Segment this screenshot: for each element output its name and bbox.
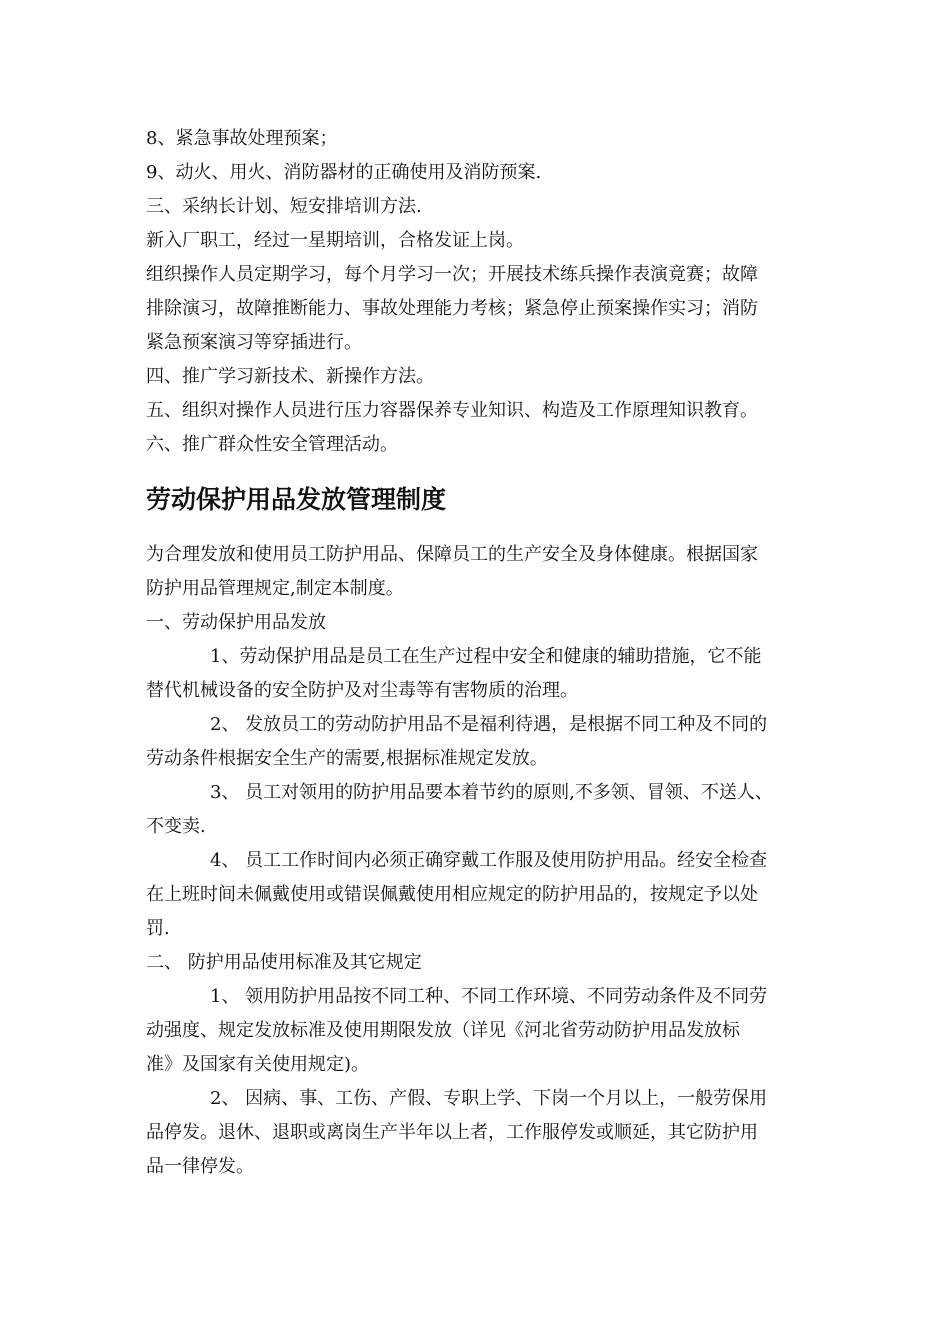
rule-1-line-2: 替代机械设备的安全防护及对尘毒等有害物质的治理。 xyxy=(146,680,578,701)
paragraph-training-line-2: 排除演习，故障推断能力、事故处理能力考核；紧急停止预案操作实习；消防 xyxy=(146,298,758,319)
section-heading: 劳动保护用品发放管理制度 xyxy=(146,485,447,514)
rule-3-line-1: 3、 员工对领用的防护用品要本着节约的原则,不多领、冒领、不送人、 xyxy=(210,782,773,803)
section-item-six: 六、推广群众性安全管理活动。 xyxy=(146,434,398,455)
standard-1-line-1: 1、 领用防护用品按不同工种、不同工作环境、不同劳动条件及不同劳 xyxy=(210,986,768,1007)
rule-3-line-2: 不变卖. xyxy=(146,816,206,837)
section-item-three: 三、采纳长计划、短安排培训方法. xyxy=(146,196,422,217)
paragraph-new-staff: 新入厂职工，经过一星期培训，合格发证上岗。 xyxy=(146,230,524,251)
rule-4-line-2: 在上班时间未佩戴使用或错误佩戴使用相应规定的防护用品的，按规定予以处 xyxy=(146,884,758,905)
rule-1-line-1: 1、劳动保护用品是员工在生产过程中安全和健康的辅助措施，它不能 xyxy=(210,646,762,667)
intro-line-2: 防护用品管理规定,制定本制度。 xyxy=(146,578,404,599)
standard-2-line-3: 品一律停发。 xyxy=(146,1156,254,1177)
list-item-emergency-plan: 8、紧急事故处理预案； xyxy=(146,128,338,149)
rule-2-line-1: 2、 发放员工的劳动防护用品不是福利待遇，是根据不同工种及不同的 xyxy=(210,714,768,735)
paragraph-training-line-1: 组织操作人员定期学习，每个月学习一次；开展技术练兵操作表演竟赛；故障 xyxy=(146,264,758,285)
paragraph-training-line-3: 紧急预案演习等穿插进行。 xyxy=(146,332,362,353)
subsection-title-two: 二、 防护用品使用标准及其它规定 xyxy=(146,952,422,973)
rule-4-line-1: 4、 员工工作时间内必须正确穿戴工作服及使用防护用品。经安全检查 xyxy=(210,850,768,871)
subsection-title-one: 一、劳动保护用品发放 xyxy=(146,612,326,633)
standard-1-line-3: 准》及国家有关使用规定)。 xyxy=(146,1054,370,1075)
section-item-four: 四、推广学习新技术、新操作方法。 xyxy=(146,366,434,387)
rule-2-line-2: 劳动条件根据安全生产的需要,根据标准规定发放。 xyxy=(146,748,548,769)
document-body xyxy=(146,122,812,1184)
standard-2-line-2: 品停发。退休、退职或离岗生产半年以上者，工作服停发或顺延，其它防护用 xyxy=(146,1122,758,1143)
standard-1-line-2: 动强度、规定发放标准及使用期限发放（详见《河北省劳动防护用品发放标 xyxy=(146,1020,740,1041)
standard-2-line-1: 2、 因病、事、工伤、产假、专职上学、下岗一个月以上，一般劳保用 xyxy=(210,1088,768,1109)
section-item-five: 五、组织对操作人员进行压力容器保养专业知识、构造及工作原理知识教育。 xyxy=(146,400,758,421)
rule-4-line-3: 罚. xyxy=(146,918,170,939)
list-item-fire-equipment: 9、动火、用火、消防器材的正确使用及消防预案. xyxy=(146,162,542,183)
intro-line-1: 为合理发放和使用员工防护用品、保障员工的生产安全及身体健康。根据国家 xyxy=(146,544,758,565)
